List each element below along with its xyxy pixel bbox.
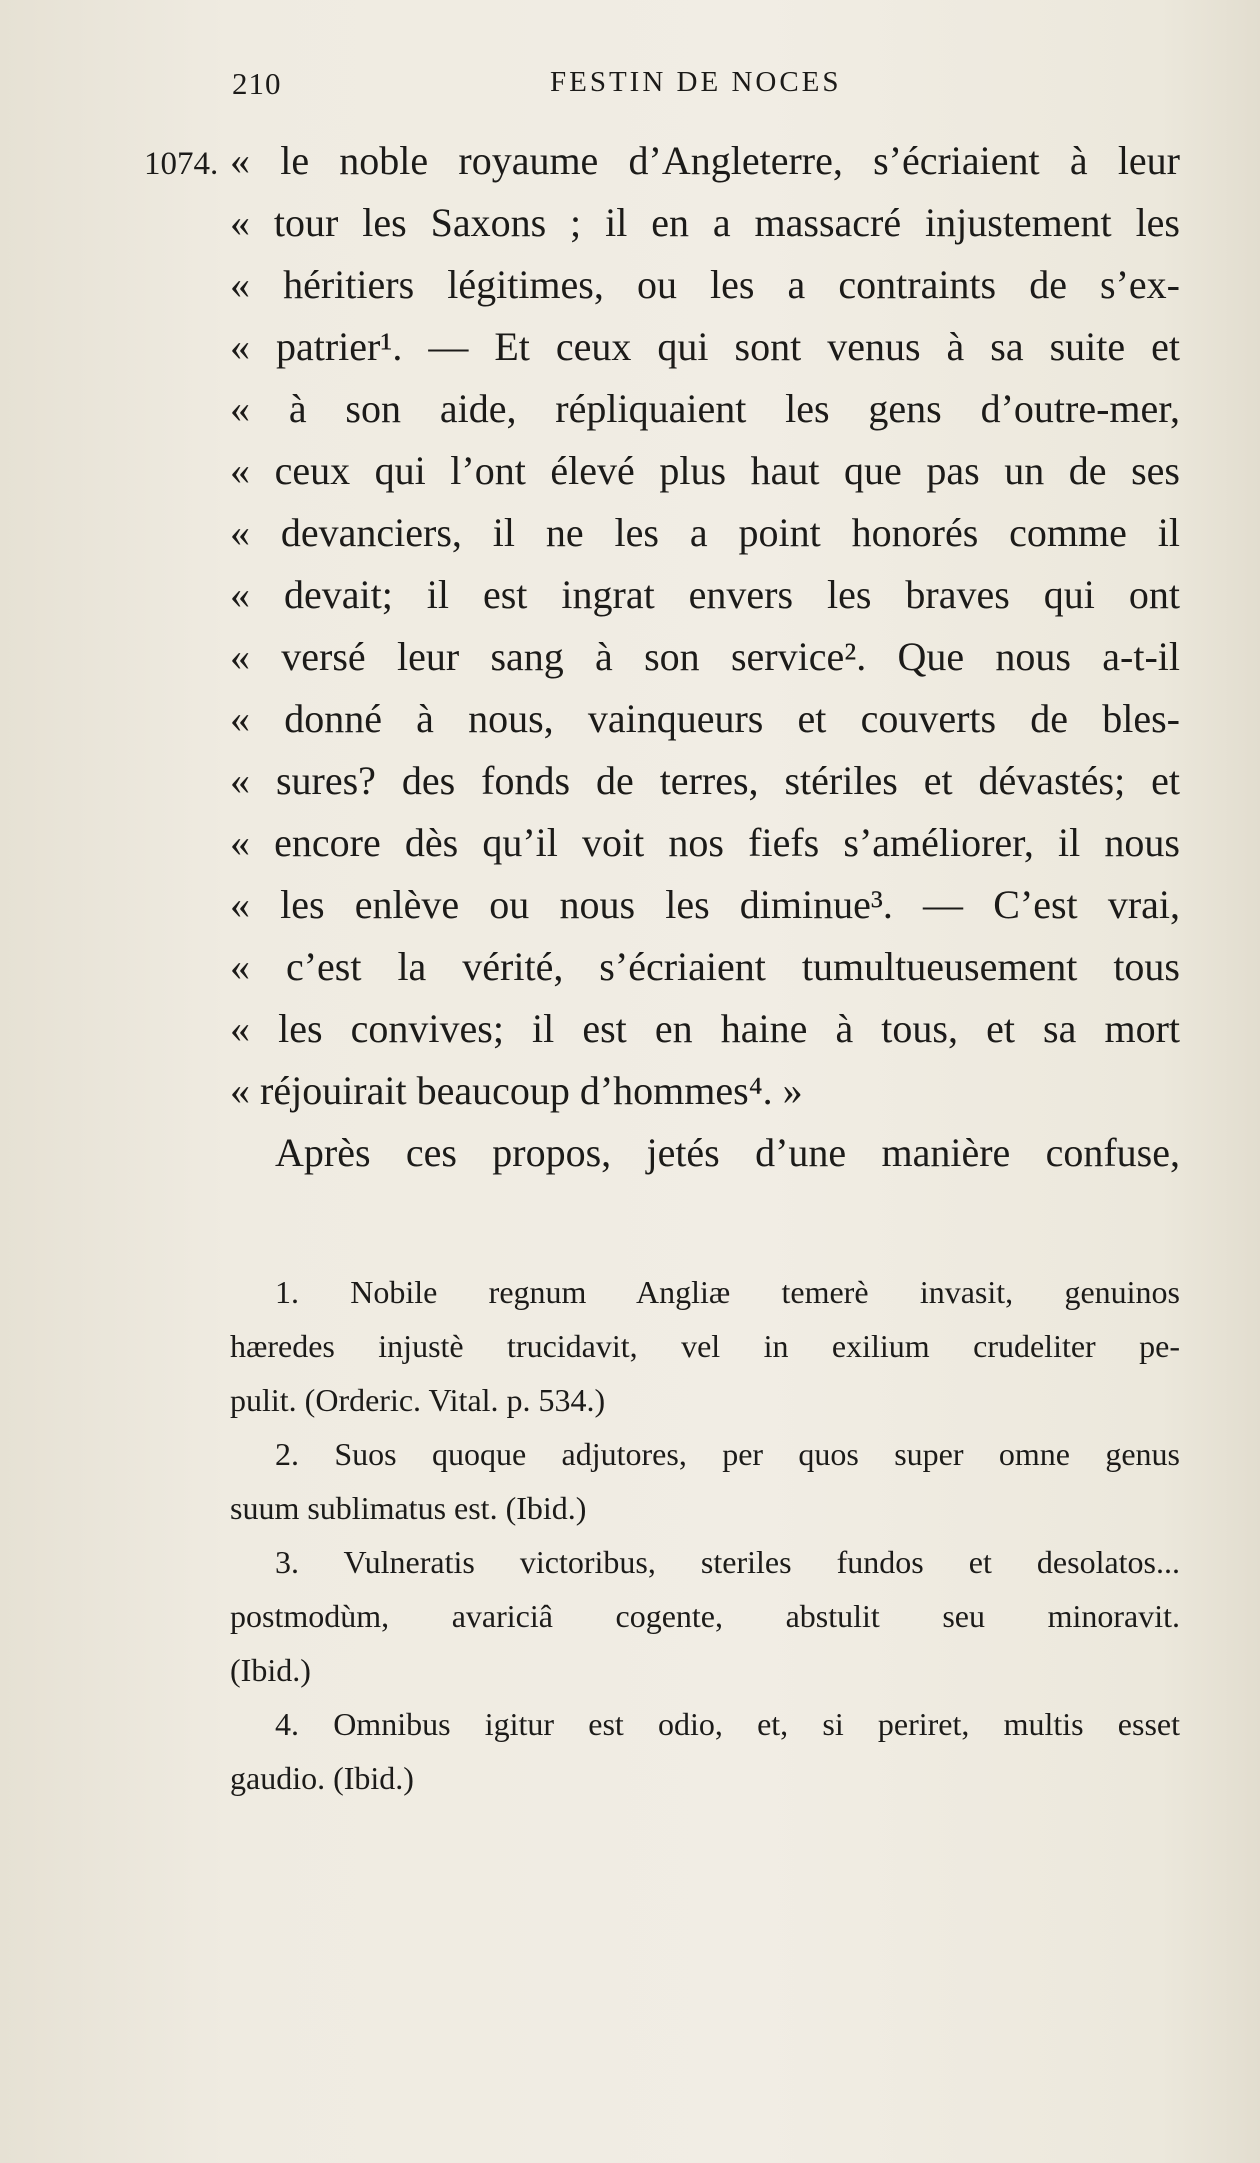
body-line: « le noble royaume d’Angleterre, s’écriaient à leur <box>230 138 1180 183</box>
footnote-2-line: suum sublimatus est. (Ibid.) <box>230 1490 587 1526</box>
footnote-3-line: postmodùm, avariciâ cogente, abstulit seu minoravit. <box>230 1598 1180 1634</box>
page-number: 210 <box>232 66 282 101</box>
footnote-3-line: (Ibid.) <box>230 1652 311 1688</box>
footnote-1-line: pulit. (Orderic. Vital. p. 534.) <box>230 1382 606 1418</box>
body-line: « c’est la vérité, s’écriaient tumultueusement tous <box>230 944 1180 989</box>
body-line: « réjouirait beaucoup d’hommes⁴. » <box>230 1068 803 1113</box>
page-header <box>0 66 1260 106</box>
body-line: « héritiers légitimes, ou les a contraints de s’ex- <box>230 262 1180 307</box>
body-line: « les convives; il est en haine à tous, et sa mort <box>230 1006 1180 1051</box>
running-title: FESTIN DE NOCES <box>550 66 842 98</box>
body-line: « à son aide, répliquaient les gens d’outre-mer, <box>230 386 1180 431</box>
footnote-4-line: gaudio. (Ibid.) <box>230 1760 414 1796</box>
body-line: « tour les Saxons ; il en a massacré injustement les <box>230 200 1180 245</box>
body-line: Après ces propos, jetés d’une manière confuse, <box>275 1130 1180 1175</box>
body-line: « sures? des fonds de terres, stériles et dévastés; et <box>230 758 1180 803</box>
footnote-3-line: 3. Vulneratis victoribus, steriles fundos et desolatos... <box>275 1544 1180 1580</box>
body-line: « devait; il est ingrat envers les braves qui ont <box>230 572 1180 617</box>
body-line: « encore dès qu’il voit nos fiefs s’améliorer, il nous <box>230 820 1180 865</box>
main-text-block <box>230 130 1180 1184</box>
margin-year-note: 1074. <box>144 146 219 182</box>
body-line: « patrier¹. — Et ceux qui sont venus à sa suite et <box>230 324 1180 369</box>
body-line: « donné à nous, vainqueurs et couverts de bles- <box>230 696 1180 741</box>
footnote-2-line: 2. Suos quoque adjutores, per quos super omne genus <box>275 1436 1180 1472</box>
footnotes-block <box>230 1265 1180 1805</box>
body-line: « versé leur sang à son service². Que nous a-t-il <box>230 634 1180 679</box>
body-line: « ceux qui l’ont élevé plus haut que pas un de ses <box>230 448 1180 493</box>
footnote-1-line: hæredes injustè trucidavit, vel in exilium crudeliter pe- <box>230 1328 1180 1364</box>
footnote-1-line: 1. Nobile regnum Angliæ temerè invasit, genuinos <box>275 1274 1180 1310</box>
footnote-4-line: 4. Omnibus igitur est odio, et, si periret, multis esset <box>275 1706 1180 1742</box>
body-line: « les enlève ou nous les diminue³. — C’est vrai, <box>230 882 1180 927</box>
body-line: « devanciers, il ne les a point honorés comme il <box>230 510 1180 555</box>
